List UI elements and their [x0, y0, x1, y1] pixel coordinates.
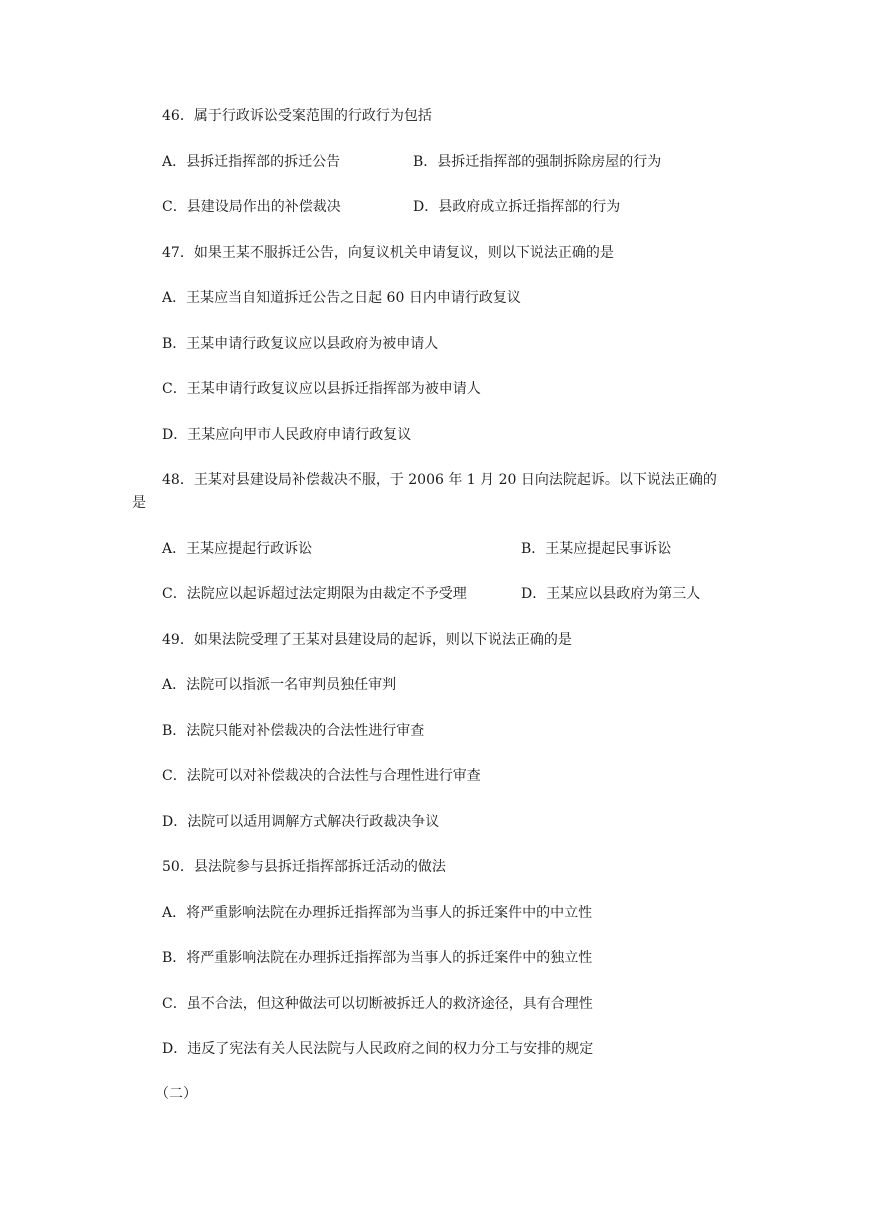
question-48-stem-continued: 是 [132, 495, 146, 511]
question-47-option-d: D．王某应向甲市人民政府申请行政复议 [162, 427, 412, 443]
question-49-option-a: A．法院可以指派一名审判员独任审判 [162, 677, 397, 693]
question-46-option-a: A．县拆迁指挥部的拆迁公告 [162, 154, 341, 170]
question-49-stem: 49．如果法院受理了王某对县建设局的起诉，则以下说法正确的是 [162, 632, 572, 648]
question-48-option-c: C．法院应以起诉超过法定期限为由裁定不予受理 [162, 586, 467, 602]
question-50-stem: 50．县法院参与县拆迁指挥部拆迁活动的做法 [162, 859, 446, 875]
question-50-option-a: A．将严重影响法院在办理拆迁指挥部为当事人的拆迁案件中的中立性 [162, 905, 593, 921]
question-50-option-b: B．将严重影响法院在办理拆迁指挥部为当事人的拆迁案件中的独立性 [162, 950, 593, 966]
question-46-option-b: B．县拆迁指挥部的强制拆除房屋的行为 [413, 154, 662, 170]
question-48-option-d: D．王某应以县政府为第三人 [521, 586, 701, 602]
question-47-stem: 47．如果王某不服拆迁公告，向复议机关申请复议，则以下说法正确的是 [162, 245, 614, 261]
question-48-stem: 48．王某对县建设局补偿裁决不服，于 2006 年 1 月 20 日向法院起诉。以下说法正确的 [162, 472, 717, 488]
question-46-option-d: D．县政府成立拆迁指挥部的行为 [413, 199, 621, 215]
question-47-option-a: A．王某应当自知道拆迁公告之日起 60 日内申请行政复议 [162, 290, 521, 306]
question-46-stem: 46．属于行政诉讼受案范围的行政行为包括 [162, 108, 432, 124]
question-47-option-b: B．王某申请行政复议应以县政府为被申请人 [162, 336, 439, 352]
question-50-option-c: C．虽不合法，但这种做法可以切断被拆迁人的救济途径，具有合理性 [162, 996, 593, 1012]
section-marker: （二） [155, 1086, 197, 1102]
question-50-option-d: D．违反了宪法有关人民法院与人民政府之间的权力分工与安排的规定 [162, 1041, 594, 1057]
question-47-option-c: C．王某申请行政复议应以县拆迁指挥部为被申请人 [162, 381, 481, 397]
question-49-option-d: D．法院可以适用调解方式解决行政裁决争议 [162, 814, 440, 830]
question-48-option-b: B．王某应提起民事诉讼 [521, 541, 672, 557]
question-49-option-b: B．法院只能对补偿裁决的合法性进行审查 [162, 723, 425, 739]
question-48-option-a: A．王某应提起行政诉讼 [162, 541, 313, 557]
question-49-option-c: C．法院可以对补偿裁决的合法性与合理性进行审查 [162, 768, 481, 784]
question-46-option-c: C．县建设局作出的补偿裁决 [162, 199, 341, 215]
